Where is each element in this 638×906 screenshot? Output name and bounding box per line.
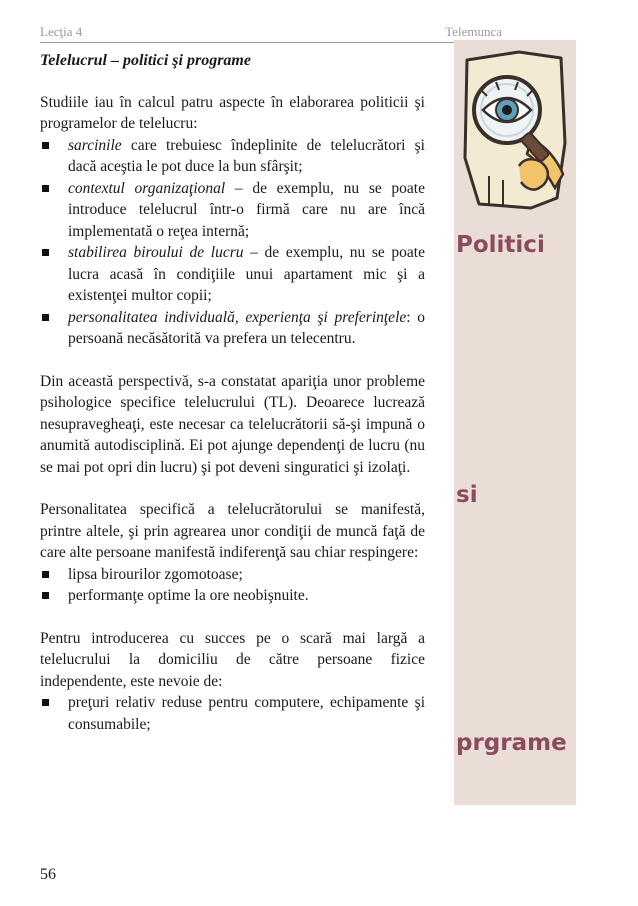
requirements-paragraph: Pentru introducerea cu succes pe o scară mai largă a telelucrului la domiciliu de către persoane fizice independente, este nevoie de: bbox=[40, 629, 425, 690]
sidebar-word-prgrame: prgrame bbox=[456, 730, 567, 756]
list-item bbox=[40, 242, 425, 307]
bullet-icon bbox=[42, 592, 49, 599]
aspect-text: care trebuiesc îndeplinite de telelucrători şi dacă aceştia le pot duce la bun sfârşit; bbox=[68, 136, 425, 175]
bullet-icon bbox=[42, 699, 49, 706]
page-number: 56 bbox=[40, 866, 56, 883]
page-header bbox=[40, 22, 502, 43]
condition-text: lipsa birourilor zgomotoase; bbox=[68, 565, 243, 583]
list-item bbox=[40, 178, 425, 243]
header-course: Telemunca bbox=[445, 24, 502, 39]
intro-paragraph: Studiile iau în calcul patru aspecte în elaborarea politicii şi programelor de telelucru: bbox=[40, 93, 425, 132]
aspect-term: stabilirea biroului de lucru bbox=[68, 244, 244, 261]
aspect-text: – de exemplu, nu se poate lucra acasă în condiţiile unui apartament mic şi a existenţei multor copii; bbox=[68, 244, 425, 304]
magnifier-eye-icon bbox=[459, 48, 571, 213]
bullet-icon bbox=[42, 185, 49, 192]
aspect-term: contextul organizaţional bbox=[68, 179, 226, 197]
sidebar-word-politici: Politici bbox=[456, 232, 545, 258]
list-item bbox=[40, 564, 425, 586]
aspect-text: : o persoană necăsătorită va prefera un telecentru. bbox=[68, 308, 426, 347]
requirement-text: preţuri relativ reduse pentru computere, echipamente şi consumabile; bbox=[68, 694, 425, 733]
list-item bbox=[40, 307, 425, 350]
bullet-icon bbox=[42, 571, 49, 578]
bullet-icon bbox=[42, 142, 49, 149]
requirements-list bbox=[40, 692, 425, 735]
list-item bbox=[40, 585, 425, 607]
psychology-paragraph: Din această perspectivă, s-a constatat apariţia unor probleme psihologice specifice telelucrului (TL). Deoarece lucrează nesupravegheaţi, este necesar ca telelucrătorii să-şi impună o anumită autodisciplină. Ei pot ajunge dependenţi de lucru (nu se mai pot opri din lucru) şi pot deveni singuratici şi izolaţi. bbox=[40, 372, 425, 476]
personality-paragraph: Personalitatea specifică a telelucrătorului se manifestă, printre altele, şi prin agrearea unor condiţii de muncă faţă de care alte persoane manifestă indiferenţă sau chiar respingere: bbox=[40, 501, 425, 561]
aspect-term: personalitatea individuală, experienţa şi preferinţele bbox=[68, 308, 407, 326]
aspects-list bbox=[40, 135, 425, 350]
bullet-icon bbox=[42, 314, 49, 321]
sidebar-word-si: si bbox=[456, 482, 478, 508]
header-lesson: Lecţia 4 bbox=[40, 24, 83, 39]
conditions-list bbox=[40, 564, 425, 607]
list-item bbox=[40, 692, 425, 735]
aspect-term: sarcinile bbox=[68, 136, 122, 154]
condition-text: performanţe optime la ore neobişnuite. bbox=[68, 587, 309, 604]
aspect-text: – de exemplu, nu se poate introduce telelucrul într-o firmă care nu are încă implementată o reţea internă; bbox=[68, 179, 425, 240]
list-item bbox=[40, 135, 425, 178]
bullet-icon bbox=[42, 249, 49, 256]
section-title: Telelucrul – politici şi programe bbox=[40, 52, 251, 69]
main-content bbox=[40, 50, 425, 735]
